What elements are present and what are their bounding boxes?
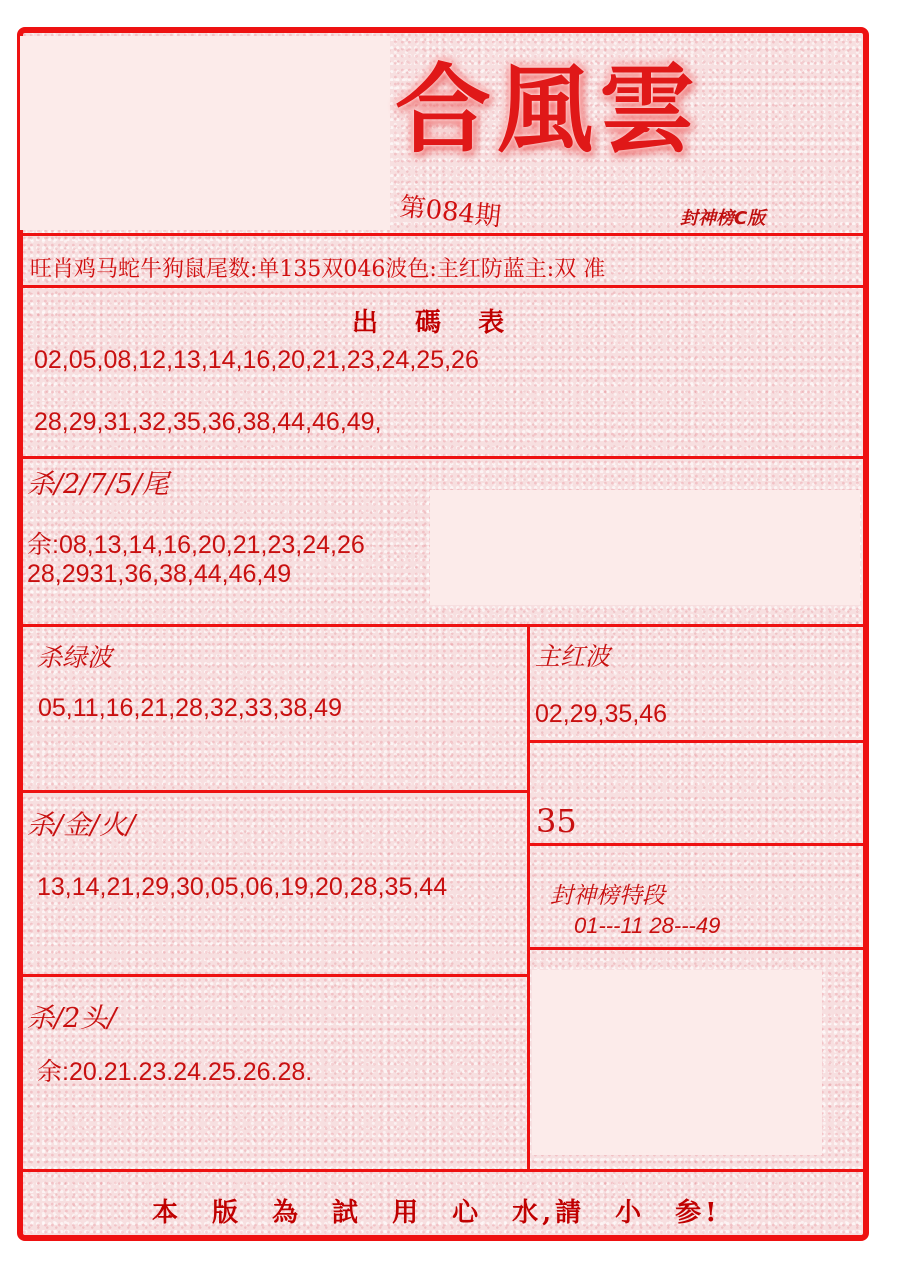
kill-metal-fire-numbers: 13,14,21,29,30,05,06,19,20,28,35,44 [37,873,448,901]
divider [528,843,869,846]
footer-char: 参! [675,1198,721,1228]
divider [17,285,869,288]
kill-tail-heading: 杀/2/7/5/尾 [27,469,169,500]
footer-char: 小 [615,1198,646,1228]
version-label: 封神榜C版 [680,208,766,229]
footer-char: 水,請 [512,1198,586,1228]
main-red-numbers: 02,29,35,46 [535,700,668,728]
divider [528,740,869,743]
footer-char: 用 [392,1198,423,1228]
bottom-right-blank-panel [532,970,822,1155]
divider [528,947,869,950]
right-blank-panel [430,490,860,605]
zodiac-summary: 旺肖鸡马蛇牛狗鼠尾数:单135双046波色:主红防蓝主:双 准 [30,257,606,282]
kill-metal-fire-heading: 杀/金/火/ [27,810,136,841]
kill-green-heading: 杀绿波 [37,643,113,672]
table-line-2: 28,29,31,32,35,36,38,44,46,49, [34,408,382,436]
page-title: 合風雲 [395,53,701,166]
table-title: 出 碼 表 [352,308,519,338]
footer-char: 為 [272,1198,303,1228]
footer-char: 本 [152,1198,183,1228]
special-segment-range: 01---11 28---49 [574,913,721,938]
kill-green-numbers: 05,11,16,21,28,32,33,38,49 [38,694,342,722]
kill-tail-line-1: 余:08,13,14,16,20,21,23,24,26 [27,531,365,559]
kill-head-line: 余:20.21.23.24.25.26.28. [37,1058,313,1086]
divider [17,974,530,977]
single-pick-number: 35 [536,802,577,840]
divider [17,456,869,459]
footer-char: 版 [212,1198,243,1228]
divider [527,624,530,1171]
issue-number: 第084期 [398,192,503,233]
main-red-heading: 主红波 [535,642,611,671]
divider [17,1169,869,1172]
divider [17,233,869,236]
divider [17,624,869,627]
kill-head-heading: 杀/2头/ [27,1003,117,1034]
table-line-1: 02,05,08,12,13,14,16,20,21,23,24,25,26 [34,346,479,374]
footer-slogan [152,1192,721,1229]
divider [17,790,530,793]
footer-char: 心 [452,1198,483,1228]
footer-char: 試 [332,1198,363,1228]
kill-tail-line-2: 28,2931,36,38,44,46,49 [27,560,292,588]
top-left-blank-panel [20,36,390,230]
special-segment-heading: 封神榜特段 [550,883,665,909]
